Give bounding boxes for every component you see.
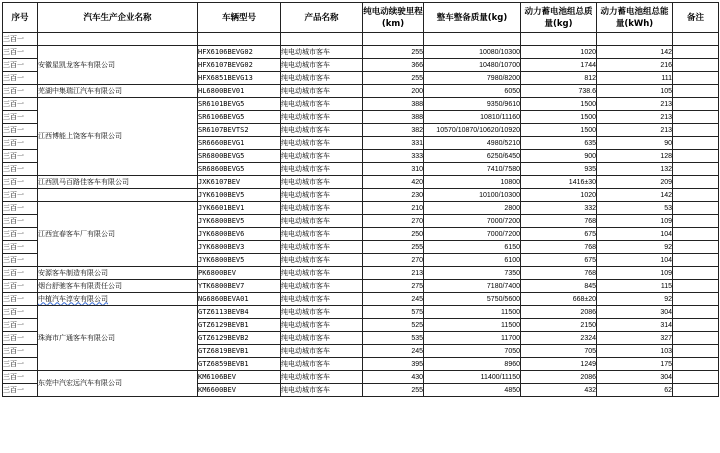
- product-name: 纯电动城市客车: [281, 384, 363, 397]
- vehicle-model: NG6860BEVA01: [198, 293, 281, 306]
- battery-energy: 92: [597, 293, 673, 306]
- company-name-cell: [38, 371, 198, 397]
- company-name-cell: [38, 202, 198, 267]
- company-name: 芜湖中集瑞江汽车有限公司: [38, 86, 122, 95]
- company-name-cell: [38, 33, 198, 46]
- row-seq: 三百一: [3, 150, 38, 163]
- curb-mass: 11500: [424, 319, 521, 332]
- row-seq: 三百一: [3, 33, 38, 46]
- table-row: [3, 33, 719, 46]
- product-name: 纯电动城市客车: [281, 254, 363, 267]
- header-product: 产品名称: [281, 3, 363, 33]
- curb-mass: 4980/5210: [424, 137, 521, 150]
- company-name-cell: [38, 46, 198, 85]
- table-row: [3, 189, 719, 202]
- row-seq: 三百一: [3, 241, 38, 254]
- remark-cell: [673, 267, 719, 280]
- product-name: 纯电动城市客车: [281, 228, 363, 241]
- curb-mass: 11500: [424, 306, 521, 319]
- battery-mass: 768: [521, 241, 597, 254]
- vehicle-model: HL6800BEV01: [198, 85, 281, 98]
- range-km: 366: [363, 59, 424, 72]
- battery-energy: 132: [597, 163, 673, 176]
- battery-mass: 1020: [521, 189, 597, 202]
- row-seq: 三百一: [3, 254, 38, 267]
- range-km: 310: [363, 163, 424, 176]
- remark-cell: [673, 371, 719, 384]
- battery-energy: 142: [597, 189, 673, 202]
- range-km: 270: [363, 254, 424, 267]
- battery-mass: 705: [521, 345, 597, 358]
- row-seq: 三百一: [3, 345, 38, 358]
- battery-mass: 812: [521, 72, 597, 85]
- row-seq: 三百一: [3, 202, 38, 215]
- battery-energy: 304: [597, 306, 673, 319]
- remark-cell: [673, 124, 719, 137]
- table-row: [3, 202, 719, 215]
- row-seq: 三百一: [3, 98, 38, 111]
- remark-cell: [673, 59, 719, 72]
- row-seq: 三百一: [3, 358, 38, 371]
- range-km: 395: [363, 358, 424, 371]
- remark-cell: [673, 358, 719, 371]
- row-seq: 三百一: [3, 319, 38, 332]
- row-seq: 三百一: [3, 306, 38, 319]
- remark-cell: [673, 98, 719, 111]
- battery-mass: 635: [521, 137, 597, 150]
- product-name: 纯电动城市客车: [281, 85, 363, 98]
- battery-mass: 738.6: [521, 85, 597, 98]
- battery-mass: 1500: [521, 124, 597, 137]
- company-name-cell: [38, 280, 198, 293]
- remark-cell: [673, 85, 719, 98]
- header-battery-energy: 动力蓄电池组总能量(kWh): [597, 3, 673, 33]
- row-seq: 三百一: [3, 371, 38, 384]
- product-name: 纯电动城市客车: [281, 163, 363, 176]
- battery-mass: 2150: [521, 319, 597, 332]
- battery-energy: 62: [597, 384, 673, 397]
- curb-mass: [424, 33, 521, 46]
- range-km: 525: [363, 319, 424, 332]
- vehicle-model: KM6600BEV: [198, 384, 281, 397]
- range-km: 255: [363, 241, 424, 254]
- battery-energy: 92: [597, 241, 673, 254]
- curb-mass: 6100: [424, 254, 521, 267]
- vehicle-model: SR6660BEVG1: [198, 137, 281, 150]
- curb-mass: 7000/7200: [424, 215, 521, 228]
- vehicle-model: JXK6107BEV: [198, 176, 281, 189]
- battery-mass: 845: [521, 280, 597, 293]
- range-km: 230: [363, 189, 424, 202]
- product-name: 纯电动城市客车: [281, 46, 363, 59]
- vehicle-model: SR6101BEVG5: [198, 98, 281, 111]
- remark-cell: [673, 202, 719, 215]
- vehicle-model: JYK6800BEV6: [198, 228, 281, 241]
- range-km: 388: [363, 111, 424, 124]
- vehicle-model: HFX6107BEVG02: [198, 59, 281, 72]
- company-name-cell: [38, 189, 198, 202]
- battery-energy: 111: [597, 72, 673, 85]
- product-name: 纯电动城市客车: [281, 111, 363, 124]
- range-km: 210: [363, 202, 424, 215]
- vehicle-model: GTZ6113BEVB4: [198, 306, 281, 319]
- row-seq: 三百一: [3, 189, 38, 202]
- product-name: 纯电动城市客车: [281, 332, 363, 345]
- table-row: [3, 85, 719, 98]
- battery-energy: [597, 33, 673, 46]
- curb-mass: 10800: [424, 176, 521, 189]
- row-seq: 三百一: [3, 228, 38, 241]
- battery-mass: 935: [521, 163, 597, 176]
- curb-mass: 6050: [424, 85, 521, 98]
- curb-mass: 2800: [424, 202, 521, 215]
- table-row: [3, 306, 719, 319]
- vehicle-model: [198, 33, 281, 46]
- range-km: 270: [363, 215, 424, 228]
- range-km: 382: [363, 124, 424, 137]
- product-name: 纯电动城市客车: [281, 176, 363, 189]
- company-name: 烟台舒驰客车有限责任公司: [38, 281, 122, 290]
- header-company: 汽车生产企业名称: [38, 3, 198, 33]
- range-km: [363, 33, 424, 46]
- range-km: 535: [363, 332, 424, 345]
- table-row: [3, 293, 719, 306]
- header-row: [3, 3, 719, 33]
- battery-energy: 109: [597, 267, 673, 280]
- battery-energy: 216: [597, 59, 673, 72]
- remark-cell: [673, 228, 719, 241]
- curb-mass: 10810/11160: [424, 111, 521, 124]
- battery-energy: 53: [597, 202, 673, 215]
- battery-energy: 109: [597, 215, 673, 228]
- header-battery-mass: 动力蓄电池组总质量(kg): [521, 3, 597, 33]
- battery-energy: 175: [597, 358, 673, 371]
- battery-energy: 104: [597, 254, 673, 267]
- curb-mass: 7980/8200: [424, 72, 521, 85]
- company-name: 江西凯马百路佳客车有限公司: [38, 177, 129, 186]
- header-range: 纯电动续驶里程(km): [363, 3, 424, 33]
- battery-mass: 1500: [521, 98, 597, 111]
- row-seq: 三百一: [3, 176, 38, 189]
- curb-mass: 9350/9610: [424, 98, 521, 111]
- vehicle-model: SR6860BEVG5: [198, 163, 281, 176]
- product-name: 纯电动城市客车: [281, 59, 363, 72]
- battery-mass: [521, 33, 597, 46]
- remark-cell: [673, 306, 719, 319]
- company-name: 江西博能上饶客车有限公司: [38, 132, 122, 140]
- battery-mass: 668±20: [521, 293, 597, 306]
- battery-mass: 2086: [521, 371, 597, 384]
- row-seq: 三百一: [3, 111, 38, 124]
- vehicle-model: HFX6106BEVG02: [198, 46, 281, 59]
- vehicle-model: SR6107BEVTS2: [198, 124, 281, 137]
- curb-mass: 11400/11150: [424, 371, 521, 384]
- vehicle-catalog-sheet: [2, 2, 718, 397]
- curb-mass: 6250/6450: [424, 150, 521, 163]
- product-name: 纯电动城市客车: [281, 72, 363, 85]
- battery-energy: 213: [597, 111, 673, 124]
- battery-energy: 105: [597, 85, 673, 98]
- range-km: 255: [363, 72, 424, 85]
- header-mass: 整车整备质量(kg): [424, 3, 521, 33]
- range-km: 213: [363, 267, 424, 280]
- product-name: 纯电动城市客车: [281, 189, 363, 202]
- battery-mass: 768: [521, 215, 597, 228]
- remark-cell: [673, 72, 719, 85]
- header-remark: 备注: [673, 3, 719, 33]
- product-name: 纯电动城市客车: [281, 98, 363, 111]
- curb-mass: 11700: [424, 332, 521, 345]
- battery-mass: 1249: [521, 358, 597, 371]
- remark-cell: [673, 111, 719, 124]
- product-name: 纯电动城市客车: [281, 371, 363, 384]
- vehicle-model: GTZ6859BEVB1: [198, 358, 281, 371]
- company-name-cell: [38, 293, 198, 306]
- battery-energy: 142: [597, 46, 673, 59]
- battery-mass: 675: [521, 254, 597, 267]
- battery-mass: 432: [521, 384, 597, 397]
- range-km: 275: [363, 280, 424, 293]
- vehicle-model: KM6106BEV: [198, 371, 281, 384]
- range-km: 200: [363, 85, 424, 98]
- battery-energy: 103: [597, 345, 673, 358]
- battery-mass: 1744: [521, 59, 597, 72]
- battery-energy: 104: [597, 228, 673, 241]
- product-name: 纯电动城市客车: [281, 345, 363, 358]
- remark-cell: [673, 384, 719, 397]
- range-km: 250: [363, 228, 424, 241]
- battery-mass: 1500: [521, 111, 597, 124]
- table-row: [3, 267, 719, 280]
- product-name: 纯电动城市客车: [281, 124, 363, 137]
- battery-energy: 304: [597, 371, 673, 384]
- battery-mass: 2086: [521, 306, 597, 319]
- curb-mass: 10480/10700: [424, 59, 521, 72]
- row-seq: 三百一: [3, 280, 38, 293]
- battery-energy: 213: [597, 124, 673, 137]
- company-name-cell: [38, 267, 198, 280]
- row-seq: 三百一: [3, 137, 38, 150]
- product-name: 纯电动城市客车: [281, 306, 363, 319]
- vehicle-model: JYK6100BEV5: [198, 189, 281, 202]
- product-name: 纯电动城市客车: [281, 280, 363, 293]
- remark-cell: [673, 319, 719, 332]
- curb-mass: 10100/10300: [424, 189, 521, 202]
- product-name: 纯电动城市客车: [281, 358, 363, 371]
- curb-mass: 7410/7580: [424, 163, 521, 176]
- table-body: [3, 33, 719, 397]
- company-name: 珠海市广通客车有限公司: [38, 333, 115, 342]
- row-seq: 三百一: [3, 293, 38, 306]
- battery-mass: 768: [521, 267, 597, 280]
- product-name: 纯电动城市客车: [281, 293, 363, 306]
- table-row: [3, 46, 719, 59]
- row-seq: 三百一: [3, 332, 38, 345]
- remark-cell: [673, 163, 719, 176]
- product-name: 纯电动城市客车: [281, 215, 363, 228]
- curb-mass: 7180/7400: [424, 280, 521, 293]
- range-km: 255: [363, 46, 424, 59]
- remark-cell: [673, 33, 719, 46]
- battery-energy: 115: [597, 280, 673, 293]
- curb-mass: 7000/7200: [424, 228, 521, 241]
- range-km: 245: [363, 293, 424, 306]
- table-row: [3, 98, 719, 111]
- battery-energy: 213: [597, 98, 673, 111]
- remark-cell: [673, 46, 719, 59]
- company-name: 安徽星凯龙客车有限公司: [38, 60, 115, 69]
- row-seq: 三百一: [3, 72, 38, 85]
- remark-cell: [673, 280, 719, 293]
- vehicle-model: JYK6601BEV1: [198, 202, 281, 215]
- curb-mass: 8960: [424, 358, 521, 371]
- curb-mass: 6150: [424, 241, 521, 254]
- range-km: 255: [363, 384, 424, 397]
- battery-mass: 900: [521, 150, 597, 163]
- product-name: 纯电动城市客车: [281, 319, 363, 332]
- row-seq: 三百一: [3, 267, 38, 280]
- remark-cell: [673, 332, 719, 345]
- vehicle-table: [2, 2, 719, 397]
- product-name: 纯电动城市客车: [281, 137, 363, 150]
- vehicle-model: GTZ6129BEVB1: [198, 319, 281, 332]
- curb-mass: 7350: [424, 267, 521, 280]
- curb-mass: 7050: [424, 345, 521, 358]
- header-seq: 序号: [3, 3, 38, 33]
- row-seq: 三百一: [3, 163, 38, 176]
- table-row: [3, 176, 719, 189]
- range-km: 245: [363, 345, 424, 358]
- range-km: 575: [363, 306, 424, 319]
- remark-cell: [673, 254, 719, 267]
- company-name: 中植汽车淳安有限公司: [38, 294, 108, 303]
- product-name: 纯电动城市客车: [281, 267, 363, 280]
- battery-energy: 128: [597, 150, 673, 163]
- row-seq: 三百一: [3, 384, 38, 397]
- battery-energy: 327: [597, 332, 673, 345]
- vehicle-model: JYK6800BEV3: [198, 241, 281, 254]
- row-seq: 三百一: [3, 85, 38, 98]
- range-km: 331: [363, 137, 424, 150]
- battery-energy: 90: [597, 137, 673, 150]
- product-name: 纯电动城市客车: [281, 241, 363, 254]
- company-name: 东莞中汽宏远汽车有限公司: [38, 379, 122, 387]
- battery-energy: 209: [597, 176, 673, 189]
- vehicle-model: GTZ6129BEVB2: [198, 332, 281, 345]
- remark-cell: [673, 241, 719, 254]
- row-seq: 三百一: [3, 215, 38, 228]
- row-seq: 三百一: [3, 59, 38, 72]
- vehicle-model: SR6800BEVG5: [198, 150, 281, 163]
- table-row: [3, 280, 719, 293]
- product-name: [281, 33, 363, 46]
- product-name: 纯电动城市客车: [281, 150, 363, 163]
- company-name: 安源客车制造有限公司: [38, 268, 108, 277]
- battery-mass: 675: [521, 228, 597, 241]
- battery-mass: 1416±30: [521, 176, 597, 189]
- vehicle-model: YTK6800BEV7: [198, 280, 281, 293]
- vehicle-model: SR6106BEVG5: [198, 111, 281, 124]
- vehicle-model: GTZ6819BEVB1: [198, 345, 281, 358]
- row-seq: 三百一: [3, 124, 38, 137]
- vehicle-model: PK6800BEV: [198, 267, 281, 280]
- vehicle-model: HFX6851BEVG13: [198, 72, 281, 85]
- range-km: 333: [363, 150, 424, 163]
- curb-mass: 5750/5600: [424, 293, 521, 306]
- remark-cell: [673, 345, 719, 358]
- table-row: [3, 371, 719, 384]
- remark-cell: [673, 137, 719, 150]
- company-name-cell: [38, 85, 198, 98]
- curb-mass: 10080/10300: [424, 46, 521, 59]
- remark-cell: [673, 176, 719, 189]
- company-name: 江西宜春客车厂有限公司: [38, 229, 115, 238]
- header-model: 车辆型号: [198, 3, 281, 33]
- battery-mass: 2324: [521, 332, 597, 345]
- remark-cell: [673, 189, 719, 202]
- remark-cell: [673, 293, 719, 306]
- product-name: 纯电动城市客车: [281, 202, 363, 215]
- range-km: 388: [363, 98, 424, 111]
- vehicle-model: JYK6800BEV5: [198, 215, 281, 228]
- battery-mass: 1020: [521, 46, 597, 59]
- company-name-cell: [38, 176, 198, 189]
- remark-cell: [673, 215, 719, 228]
- vehicle-model: JYK6800BEV5: [198, 254, 281, 267]
- company-name-cell: [38, 306, 198, 371]
- battery-mass: 332: [521, 202, 597, 215]
- row-seq: 三百一: [3, 46, 38, 59]
- curb-mass: 10570/10870/10620/10920: [424, 124, 521, 137]
- remark-cell: [673, 150, 719, 163]
- company-name-cell: [38, 98, 198, 176]
- range-km: 430: [363, 371, 424, 384]
- range-km: 420: [363, 176, 424, 189]
- curb-mass: 4850: [424, 384, 521, 397]
- battery-energy: 314: [597, 319, 673, 332]
